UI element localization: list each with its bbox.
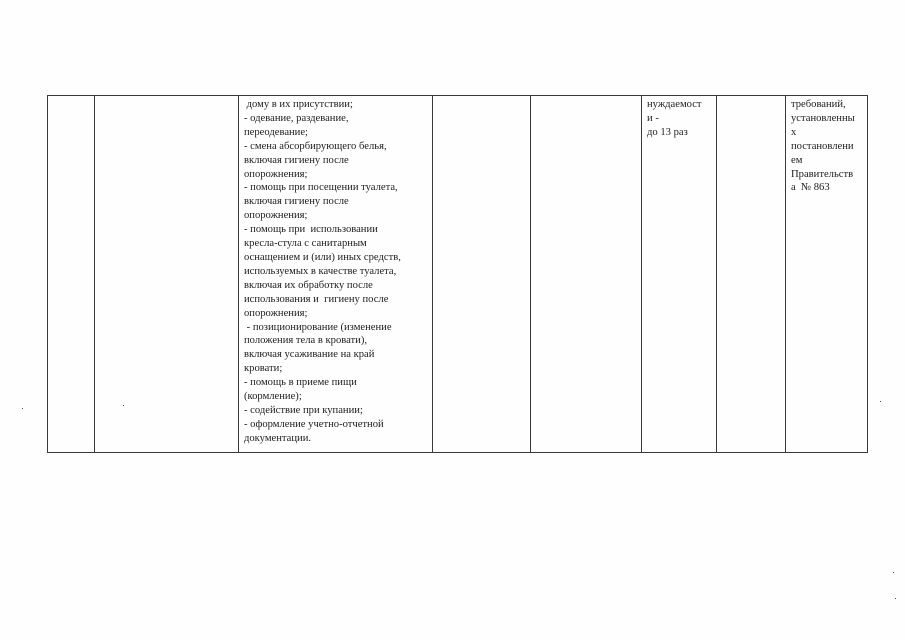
cell-text-line: - оформление учетно-отчетной — [244, 418, 384, 430]
cell-text-line: переодевание; — [244, 126, 309, 138]
cell-text-line: - помощь при посещении туалета, — [244, 182, 398, 194]
frequency-cell — [647, 98, 702, 140]
column-divider — [530, 96, 531, 452]
cell-text-line: (кормление); — [244, 391, 302, 403]
scan-speck — [22, 408, 23, 409]
cell-text-line: - одевание, раздевание, — [244, 112, 349, 124]
requirements-cell — [791, 98, 855, 195]
column-divider — [641, 96, 642, 452]
cell-text-line: Правительств — [791, 168, 854, 180]
cell-text-line: дому в их присутствии; — [244, 99, 353, 110]
cell-text-line: до 13 раз — [647, 126, 688, 138]
cell-text-line: опорожнения; — [244, 210, 308, 222]
cell-text-line: - смена абсорбирующего белья, — [244, 140, 387, 152]
cell-text-line: ем — [791, 154, 803, 166]
cell-text-line: документации. — [244, 432, 312, 444]
cell-text-line: х — [791, 126, 797, 138]
cell-text-line: кресла-стула с санитарным — [244, 238, 367, 250]
cell-text-line: а № 863 — [791, 182, 830, 194]
cell-text-line: постановлени — [791, 140, 854, 152]
cell-text-line: и - — [647, 112, 659, 124]
cell-text-line: - помощь при использовании — [244, 224, 378, 236]
scan-speck — [895, 598, 896, 599]
cell-text-line: оснащением и (или) иных средств, — [244, 251, 401, 263]
cell-text-line: используемых в качестве туалета, — [244, 265, 397, 277]
scan-speck — [123, 405, 124, 406]
cell-text-line: использования и гигиену после — [244, 293, 389, 305]
services-list-cell — [244, 98, 401, 446]
cell-text-line: включая гигиену после — [244, 196, 349, 208]
cell-text-line: опорожнения; — [244, 168, 308, 180]
cell-text-line: - позиционирование (изменение — [244, 321, 392, 333]
cell-text-line: включая гигиену после — [244, 154, 349, 166]
cell-text-line: - помощь в приеме пищи — [244, 377, 357, 389]
scan-speck — [893, 572, 894, 573]
column-divider — [716, 96, 717, 452]
column-divider — [94, 96, 95, 452]
column-divider — [432, 96, 433, 452]
column-divider — [785, 96, 786, 452]
column-divider — [238, 96, 239, 452]
cell-text-line: включая усаживание на край — [244, 349, 375, 361]
cell-text-line: установленны — [791, 112, 855, 124]
services-table — [47, 95, 868, 453]
cell-text-line: нуждаемост — [647, 99, 702, 110]
cell-text-line: положения тела в кровати), — [244, 335, 368, 347]
cell-text-line: опорожнения; — [244, 307, 308, 319]
cell-text-line: включая их обработку после — [244, 279, 373, 291]
cell-text-line: кровати; — [244, 363, 283, 375]
scan-speck — [880, 401, 881, 402]
cell-text-line: - содействие при купании; — [244, 404, 363, 416]
cell-text-line: требований, — [791, 99, 846, 110]
